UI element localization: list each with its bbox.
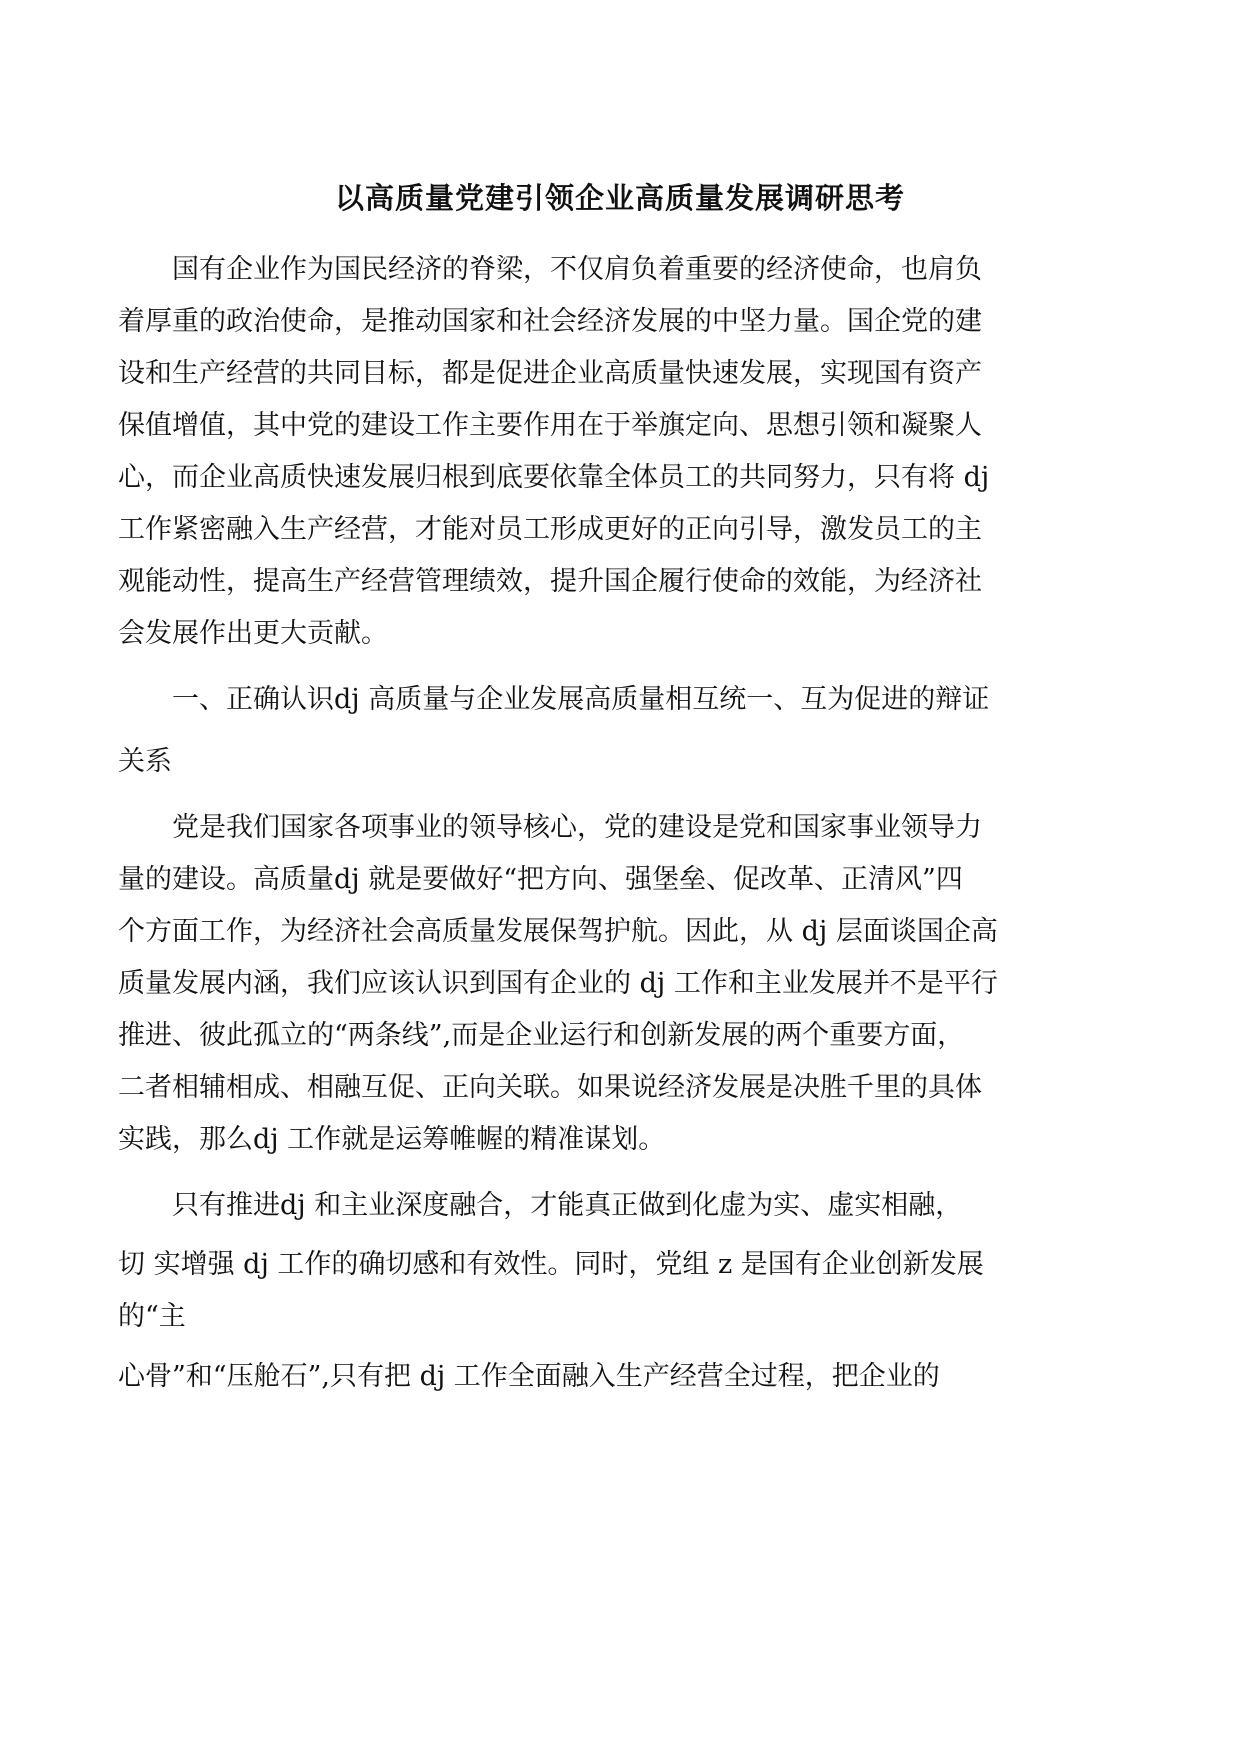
- paragraph-line: 观能动性，提高生产经营管理绩效，提升国企履行使命的效能，为经济社: [118, 566, 982, 597]
- paragraph-line: 党是我们国家各项事业的领导核心，党的建设是党和国家事业领导力: [118, 812, 982, 843]
- section-heading-line: 一、正确认识dj 高质量与企业发展高质量相互统一、互为促进的辩证: [118, 684, 990, 715]
- paragraph-line: 推进、彼此孤立的“两条线”,而是企业运行和创新发展的两个重要方面，: [118, 1020, 965, 1051]
- paragraph-line: 着厚重的政治使命，是推动国家和社会经济发展的中坚力量。国企党的建: [118, 306, 982, 337]
- paragraph-line: 国有企业作为国民经济的脊梁，不仅肩负着重要的经济使命，也肩负: [118, 254, 982, 285]
- paragraph-line: 质量发展内涵，我们应该认识到国有企业的 dj 工作和主业发展并不是平行: [118, 968, 998, 999]
- paragraph-line: 量的建设。高质量dj 就是要做好“把方向、强堡垒、促改革、正清风”四: [118, 864, 963, 895]
- paragraph-line: 切 实增强 dj 工作的确切感和有效性。同时，党组 z 是国有企业创新发展: [118, 1249, 984, 1280]
- paragraph-line: 只有推进dj 和主业深度融合，才能真正做到化虚为实、虚实相融，: [118, 1190, 963, 1221]
- paragraph-line: 实践，那么dj 工作就是运筹帷幄的精准谋划。: [118, 1124, 666, 1155]
- document-title: 以高质量党建引领企业高质量发展调研思考: [334, 181, 905, 215]
- paragraph-line: 二者相辅相成、相融互促、正向关联。如果说经济发展是决胜千里的具体: [118, 1072, 982, 1103]
- paragraph-line: 保值增值，其中党的建设工作主要作用在于举旗定向、思想引领和凝聚人: [118, 410, 982, 441]
- section-heading-line: 关系: [118, 746, 172, 777]
- paragraph-line: 个方面工作，为经济社会高质量发展保驾护航。因此，从 dj 层面谈国企高: [118, 916, 998, 947]
- paragraph-line: 心，而企业高质快速发展归根到底要依靠全体员工的共同努力，只有将 dj: [118, 462, 990, 493]
- paragraph-line: 的“主: [118, 1301, 186, 1332]
- paragraph-line: 心骨”和“压舱石”,只有把 dj 工作全面融入生产经营全过程，把企业的: [118, 1361, 940, 1392]
- paragraph-line: 工作紧密融入生产经营，才能对员工形成更好的正向引导，激发员工的主: [118, 514, 982, 545]
- paragraph-line: 会发展作出更大贡献。: [118, 618, 388, 649]
- paragraph-line: 设和生产经营的共同目标，都是促进企业高质量快速发展，实现国有资产: [118, 358, 982, 389]
